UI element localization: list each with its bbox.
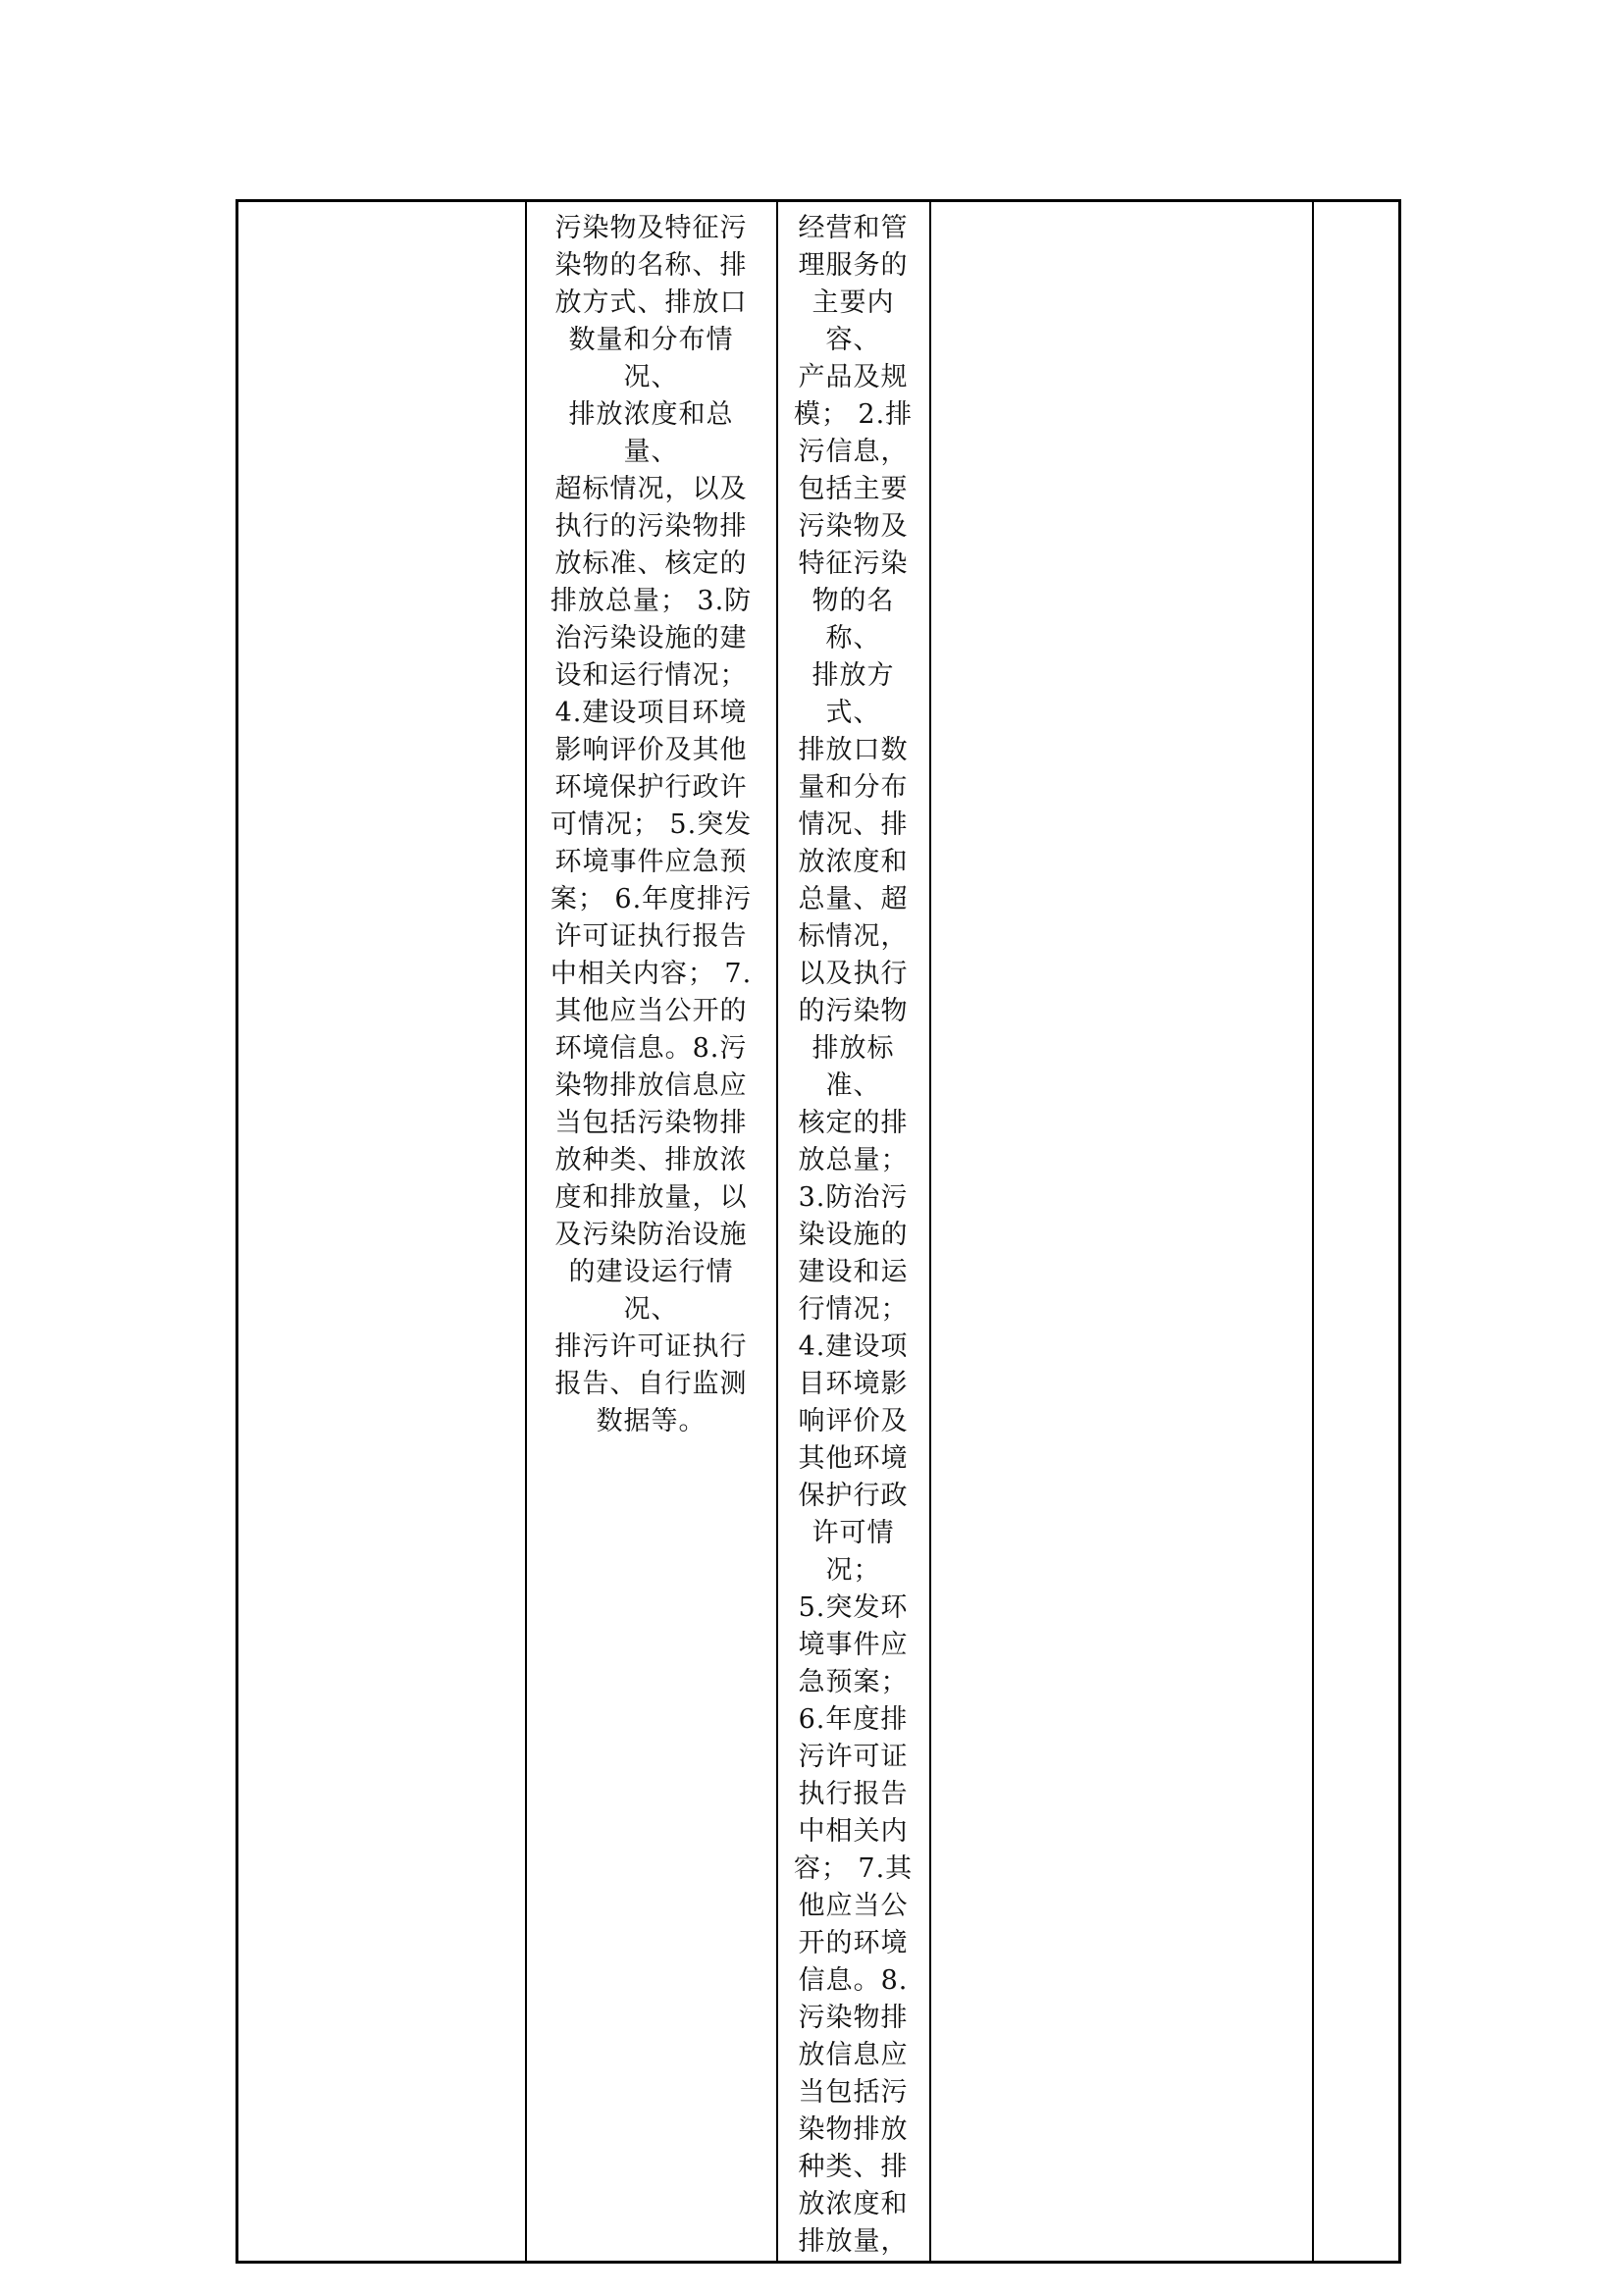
table-cell-empty-wide <box>930 201 1313 2263</box>
table-cell-disclosure-content-alt <box>777 201 930 2263</box>
cell-text-col3: 经营和管 理服务的 主要内容、 产品及规 模； 2.排 污信息， 包括主要 污染物及 特征污染 物的名称、 排放方式、 排放口数 量和分布 情况、排 放浓度和 总量、超 标情况， 以及执行 的污染物 排放标准、 核定的排 放总量； 3.防治污 染设施的 建设和运 行情况； 4.建设项 目环境影 响评价及 其他环境 保护行政 许可情况； 5.突发环 境事件应 急预案； 6.年度排 污许可证 执行报告 中相关内 容； 7.其 他应当公 开的环境 信息。8. 污染物排 放信息应 当包括污 染物排放 种类、排 放浓度和 排放量， <box>793 213 914 2257</box>
document-table <box>236 199 1401 2264</box>
table-cell-category <box>237 201 526 2263</box>
cell-text-col2: 污染物及特征污 染物的名称、排 放方式、排放口 数量和分布情况、 排放浓度和总量、 超标情况，以及 执行的污染物排 放标准、核定的 排放总量； 3.防 治污染设施的建 设和运行情况； 4.建设项目环境 影响评价及其他 环境保护行政许 可情况； 5.突发 环境事件应急预 案； 6.年度排污 许可证执行报告 中相关内容； 7. 其他应当公开的 环境信息。8.污 染物排放信息应 当包括污染物排 放种类、排放浓 度和排放量，以 及污染防治设施 的建设运行情况、 排污许可证执行 报告、自行监测 数据等。 <box>550 213 753 1436</box>
table-cell-empty-narrow <box>1313 201 1400 2263</box>
table-row <box>237 201 1400 2263</box>
table-cell-disclosure-content <box>526 201 777 2263</box>
